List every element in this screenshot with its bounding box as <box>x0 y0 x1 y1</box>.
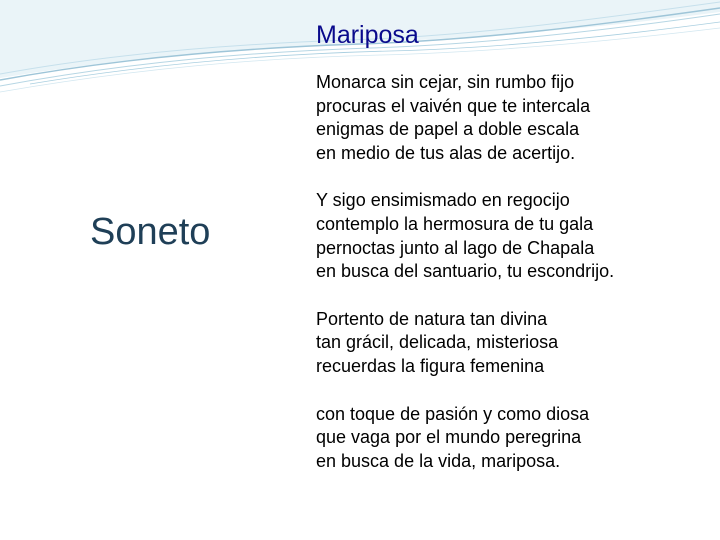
poem-body <box>316 71 714 473</box>
stanza-4 <box>316 403 714 474</box>
poem-line: enigmas de papel a doble escala <box>316 119 580 140</box>
poem-line: con toque de pasión y como diosa <box>316 403 590 424</box>
poem-line: recuerdas la figura femenina <box>316 355 545 376</box>
poem-line: contemplo la hermosura de tu gala <box>316 213 594 234</box>
poem-line: Y sigo ensimismado en regocijo <box>316 190 570 211</box>
poem-line: Portento de natura tan divina <box>316 308 548 329</box>
stanza-1 <box>316 71 714 165</box>
poem-line: pernoctas junto al lago de Chapala <box>316 237 595 258</box>
poem-line: en busca del santuario, tu escondrijo. <box>316 261 615 282</box>
poem-line: tan grácil, delicada, misteriosa <box>316 332 559 353</box>
stanza-2 <box>316 189 714 283</box>
poem-line: procuras el vaivén que te intercala <box>316 95 591 116</box>
slide-title: Mariposa <box>316 21 419 49</box>
form-label: Soneto <box>90 211 211 253</box>
poem-line: en medio de tus alas de acertijo. <box>316 142 576 163</box>
stanza-3 <box>316 308 714 379</box>
poem-line: Monarca sin cejar, sin rumbo fijo <box>316 72 575 92</box>
poem-line: que vaga por el mundo peregrina <box>316 427 582 448</box>
poem-line: en busca de la vida, mariposa. <box>316 450 561 471</box>
